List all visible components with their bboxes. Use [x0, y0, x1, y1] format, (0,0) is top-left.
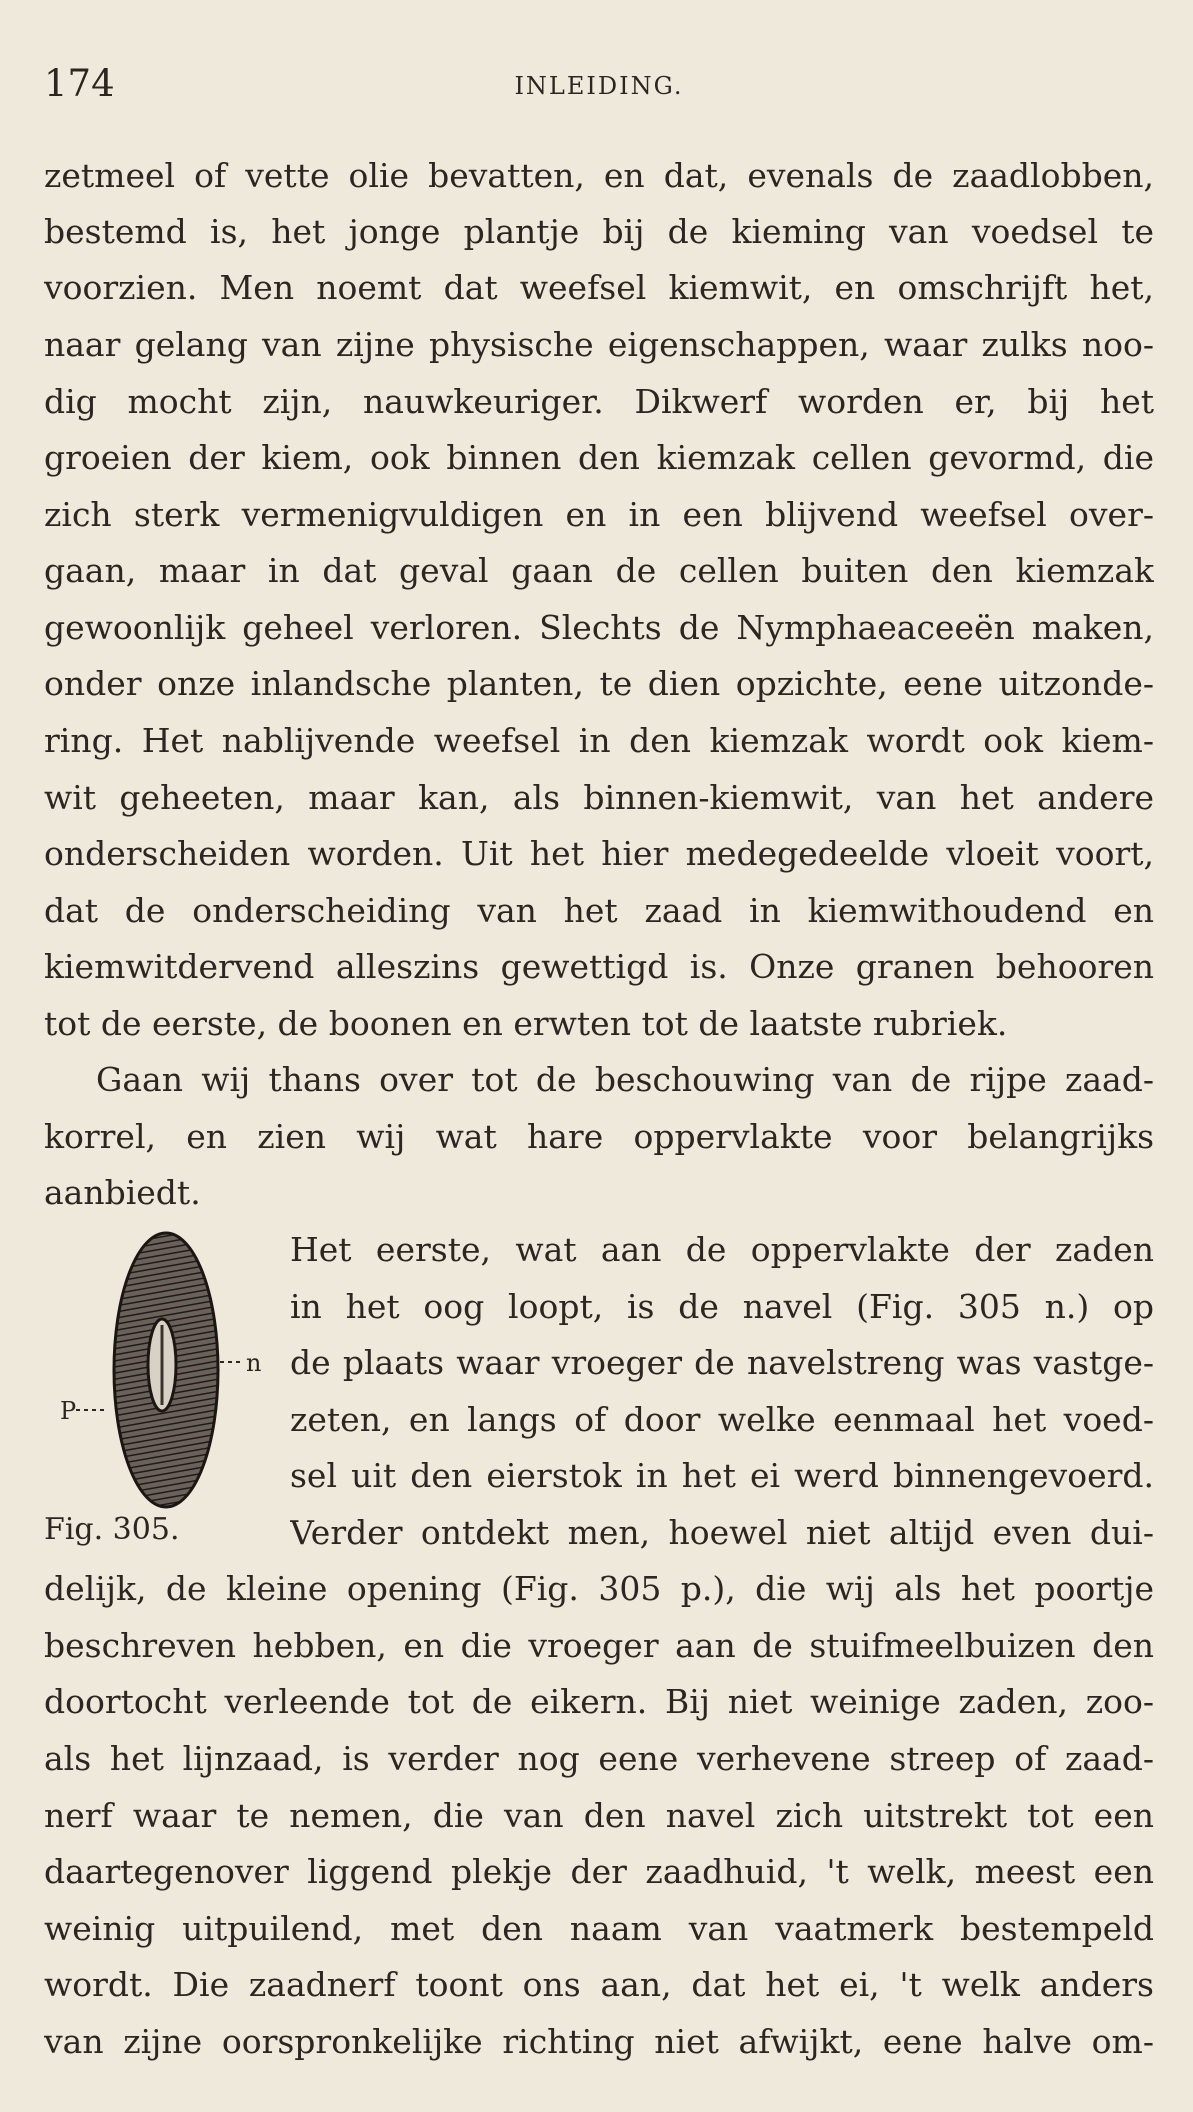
- text-line: gewoonlijk geheel verloren. Slechts de Nymphaeaceeën maken,: [44, 608, 1154, 647]
- text-line: zeten, en langs of door welke eenmaal het voed-: [290, 1400, 1154, 1439]
- page-number: 174: [44, 62, 115, 105]
- text-line: sel uit den eierstok in het ei werd binnengevoerd.: [290, 1456, 1154, 1495]
- text-line: daartegenover liggend plekje der zaadhuid, 't welk, meest een: [44, 1852, 1154, 1891]
- text-line: delijk, de kleine opening (Fig. 305 p.), die wij als het poortje: [44, 1569, 1154, 1608]
- figure-caption: Fig. 305.: [44, 1512, 180, 1547]
- text-line: zetmeel of vette olie bevatten, en dat, evenals de zaadlobben,: [44, 156, 1154, 195]
- text-line: weinig uitpuilend, met den naam van vaatmerk bestempeld: [44, 1909, 1154, 1948]
- text-line: onderscheiden worden. Uit het hier medegedeelde vloeit voort,: [44, 834, 1154, 873]
- text-line: in het oog loopt, is de navel (Fig. 305 n.) op: [290, 1287, 1154, 1326]
- text-line: beschreven hebben, en die vroeger aan de stuifmeelbuizen den: [44, 1626, 1154, 1665]
- text-line: naar gelang van zijne physische eigenschappen, waar zulks noo-: [44, 325, 1154, 364]
- text-line: zich sterk vermenigvuldigen en in een blijvend weefsel over-: [44, 495, 1154, 534]
- text-line: korrel, en zien wij wat hare oppervlakte voor belangrijks: [44, 1117, 1154, 1156]
- text-line: dig mocht zijn, nauwkeuriger. Dikwerf worden er, bij het: [44, 382, 1154, 421]
- figure-label-p: P: [60, 1397, 77, 1425]
- text-line: groeien der kiem, ook binnen den kiemzak cellen gevormd, die: [44, 438, 1154, 477]
- text-line: als het lijnzaad, is verder nog eene verhevene streep of zaad-: [44, 1739, 1154, 1778]
- text-line: dat de onderscheiding van het zaad in kiemwithoudend en: [44, 891, 1154, 930]
- text-line: Het eerste, wat aan de oppervlakte der zaden: [290, 1230, 1154, 1269]
- text-line: voorzien. Men noemt dat weefsel kiemwit, en omschrijft het,: [44, 268, 1154, 307]
- text-line: onder onze inlandsche planten, te dien opzichte, eene uitzonde-: [44, 664, 1154, 703]
- text-line: wordt. Die zaadnerf toont ons aan, dat het ei, 't welk anders: [44, 1965, 1154, 2004]
- figure-label-n: n: [246, 1349, 262, 1377]
- seed-illustration: [58, 1230, 268, 1510]
- text-line: aanbiedt.: [44, 1173, 201, 1212]
- text-line: doortocht verleende tot de eikern. Bij niet weinige zaden, zoo-: [44, 1682, 1154, 1721]
- text-line: nerf waar te nemen, die van den navel zich uitstrekt tot een: [44, 1796, 1154, 1835]
- text-line: Verder ontdekt men, hoewel niet altijd even dui-: [290, 1513, 1154, 1552]
- text-line: bestemd is, het jonge plantje bij de kieming van voedsel te: [44, 212, 1154, 251]
- text-line: Gaan wij thans over tot de beschouwing van de rijpe zaad-: [96, 1060, 1154, 1099]
- text-line: wit geheeten, maar kan, als binnen-kiemwit, van het andere: [44, 778, 1154, 817]
- text-line: tot de eerste, de boonen en erwten tot de laatste rubriek.: [44, 1004, 1008, 1043]
- text-line: van zijne oorspronkelijke richting niet afwijkt, eene halve om-: [44, 2022, 1154, 2061]
- text-line: gaan, maar in dat geval gaan de cellen buiten den kiemzak: [44, 551, 1154, 590]
- text-line: kiemwitdervend alleszins gewettigd is. Onze granen behooren: [44, 947, 1154, 986]
- text-line: de plaats waar vroeger de navelstreng was vastge-: [290, 1343, 1154, 1382]
- page-header: [44, 62, 1154, 112]
- running-title: INLEIDING.: [514, 72, 684, 100]
- seed-figure: [58, 1230, 268, 1560]
- text-line: ring. Het nablijvende weefsel in den kiemzak wordt ook kiem-: [44, 721, 1154, 760]
